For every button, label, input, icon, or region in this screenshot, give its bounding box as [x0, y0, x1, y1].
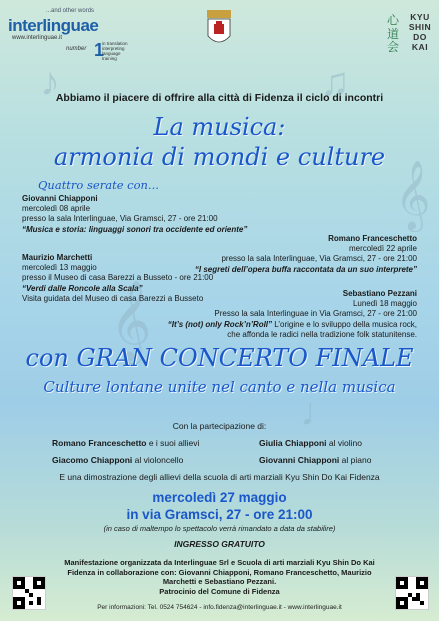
event-4-quote: “It’s (not) only Rock’n’Roll”	[167, 319, 273, 329]
event-1	[22, 194, 282, 235]
logo-service-2: interpreting	[102, 46, 125, 51]
concert-date: mercoledì 27 maggio	[152, 490, 287, 505]
participant-2-name: Giulia Chiapponi	[259, 438, 327, 448]
logo-wordmark: interlinguae	[8, 16, 99, 35]
logo-services	[102, 41, 128, 61]
quattro-serate: Quattro serate con...	[38, 178, 159, 192]
event-2-date: mercoledì 22 aprile	[348, 244, 417, 254]
logo-one: 1	[94, 40, 105, 60]
participant-1	[52, 438, 199, 448]
logo-number: number	[66, 46, 87, 52]
event-4-desc-2: che affonda le radici nella tradizione folk statunitense.	[227, 329, 417, 339]
music-note-icon: ♫	[320, 60, 350, 104]
event-3-place: presso il Museo di casa Barezzi a Busseto - ore 21:00	[22, 273, 214, 283]
title-line-1: La musica:	[153, 113, 286, 141]
event-2-name: Romano Franceschetto	[328, 234, 417, 243]
organizer-text	[50, 558, 389, 596]
organizer-line-2: Fidenza in collaborazione con: Giovanni Chiapponi, Romano Franceschetto, Maurizio	[67, 567, 372, 577]
logo-url: www.interlinguae.it	[12, 35, 63, 41]
participant-3	[52, 455, 183, 465]
event-2-place: presso la sala Interlinguae, Via Gramsci, 27 - ore 21:00	[221, 254, 417, 264]
event-3-extra: Visita guidata del Museo di casa Barezzi a Busseto	[22, 293, 204, 303]
organizer-line-4: Patrocinio del Comune di Fidenza	[159, 586, 280, 596]
participant-2	[259, 438, 362, 448]
kanji-icon	[384, 10, 406, 52]
concert-venue: in via Gramsci, 27 - ore 21:00	[126, 507, 313, 522]
ksdk-do: DO	[413, 32, 427, 42]
treble-clef-icon: 𝄞	[110, 281, 152, 359]
intro-text: Abbiamo il piacere di offrire alla città di Fidenza il ciclo di incontri	[55, 92, 384, 104]
logo-service-1: in translation	[102, 41, 128, 46]
comune-crest-icon	[206, 10, 232, 50]
svg-text:道: 道	[387, 27, 400, 41]
event-4	[120, 289, 417, 340]
event-4-place: Presso la sala Interlinguae in Via Gramsci, 27 - ore 21:00	[214, 309, 417, 319]
title-line-2: armonia di mondi e culture	[53, 143, 386, 171]
music-note-icon: ♩	[300, 390, 340, 434]
participant-4	[259, 455, 371, 465]
partecipazione-label: Con la partecipazione di:	[172, 421, 267, 431]
event-1-date: mercoledì 08 aprile	[22, 204, 91, 214]
participant-3-name: Giacomo Chiapponi	[52, 455, 133, 465]
event-3-quote: “Verdi dalle Roncole alla Scala”	[22, 283, 143, 293]
participant-1-name: Romano Franceschetto	[52, 438, 147, 448]
event-1-place: presso la sala Interlinguae, Via Gramsci, 27 - ore 21:00	[22, 214, 218, 224]
participant-4-role: al piano	[339, 455, 372, 465]
organizer-line-1: Manifestazione organizzata da Interlinguae Srl e Scuola di arti marziali Kyu Shin Do Kai	[64, 558, 375, 567]
contact-info: Per informazioni: Tel. 0524 754624 - info.fidenza@interlinguae.it - www.interlinguae.it	[97, 604, 342, 611]
music-note-icon: ♪	[40, 60, 60, 104]
logo-tagline: ...and other words	[46, 8, 95, 14]
event-3-name: Maurizio Marchetti	[22, 253, 93, 262]
event-4-name: Sebastiano Pezzani	[342, 289, 417, 298]
ksdk-kai: KAI	[411, 42, 429, 52]
event-3-date: mercoledì 13 maggio	[22, 263, 97, 273]
logo-service-3: language training	[102, 51, 121, 61]
dimostrazione-text: E una dimostrazione degli allievi della scuola di arti marziali Kyu Shin Do Kai Fidenza	[59, 472, 380, 482]
svg-text:会: 会	[387, 40, 400, 52]
event-4-date: Lunedì 18 maggio	[352, 299, 417, 309]
interlinguae-logo	[8, 8, 128, 61]
organizer-line-3: Marchetti e Sebastiano Pezzani.	[162, 577, 277, 586]
event-2-quote: “I segreti dell’opera buffa raccontata da un suo interprete”	[194, 264, 417, 274]
weather-note: (in caso di maltempo lo spettacolo verrà rimandato a data da stabilire)	[103, 524, 336, 533]
gran-concerto-subtitle: Culture lontane unite nel canto e nella musica	[43, 378, 396, 396]
kyu-shin-do-kai-logo	[384, 6, 434, 96]
ingresso-gratuito: INGRESSO GRATUITO	[174, 539, 265, 549]
ksdk-shin: SHIN	[408, 22, 432, 32]
ksdk-kyu: KYU	[410, 12, 430, 22]
gran-concerto-title: con GRAN CONCERTO FINALE	[25, 344, 414, 372]
event-4-desc-1: L’origine e lo sviluppo della musica rock,	[272, 319, 417, 329]
participant-1-role: e i suoi allievi	[146, 438, 200, 448]
event-1-name: Giovanni Chiapponi	[22, 194, 98, 203]
participant-3-role: al violoncello	[132, 455, 184, 465]
treble-clef-icon: 𝄞	[395, 161, 431, 228]
participant-2-role: al violino	[326, 438, 362, 448]
event-1-quote: “Musica e storia: linguaggi sonori tra occidente ed oriente”	[22, 224, 248, 234]
svg-text:心: 心	[387, 13, 400, 27]
participant-4-name: Giovanni Chiapponi	[259, 455, 340, 465]
